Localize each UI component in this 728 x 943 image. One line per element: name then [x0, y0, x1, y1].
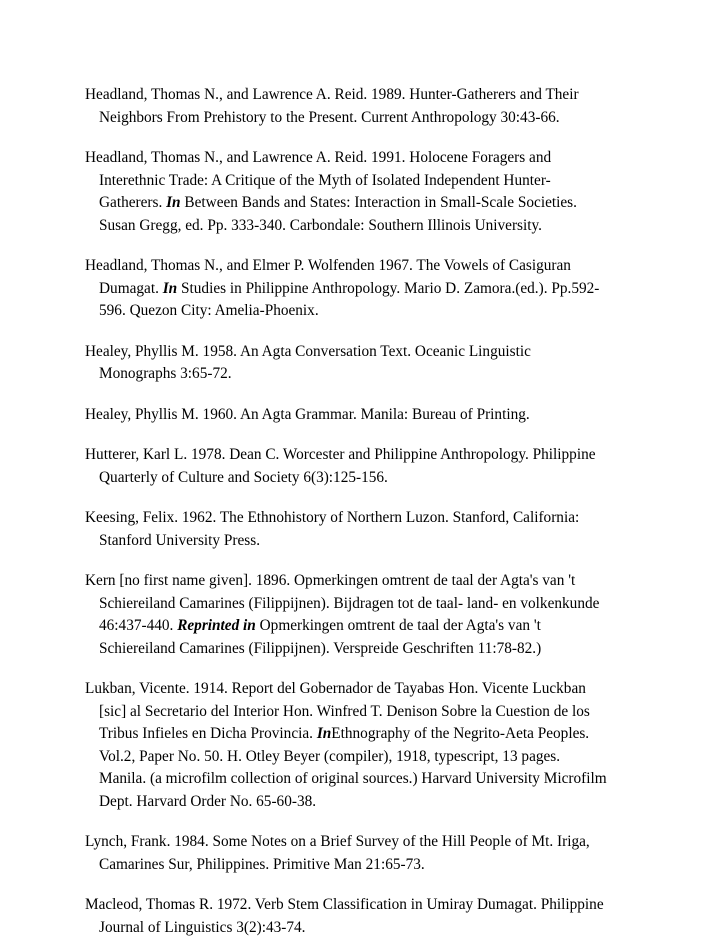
reference-entry	[85, 444, 685, 489]
reference-text: Opmerkingen omtrent de taal der Agta's van 't	[255, 617, 541, 634]
reference-line	[85, 255, 685, 278]
reference-entry	[85, 255, 685, 323]
reference-entry	[85, 831, 685, 876]
reference-text: Lynch, Frank. 1984. Some Notes on a Brief Survey of the Hill People of Mt. Iriga,	[85, 833, 590, 850]
reference-line	[85, 215, 685, 238]
reference-line	[85, 723, 685, 746]
reference-text: Camarines Sur, Philippines. Primitive Man 21:65-73.	[99, 855, 425, 873]
reference-text: Headland, Thomas N., and Elmer P. Wolfenden 1967. The Vowels of Casiguran	[85, 257, 571, 274]
reference-text: Schiereiland Camarines (Filippijnen). Verspreide Geschriften 11:78-82.)	[99, 639, 542, 657]
reference-text: Kern [no first name given]. 1896. Opmerkingen omtrent de taal der Agta's van 't	[85, 572, 576, 589]
reference-line	[85, 444, 685, 467]
reference-line	[85, 678, 685, 701]
reference-line	[85, 615, 685, 638]
reference-line	[85, 701, 685, 724]
reference-line	[85, 854, 685, 877]
reference-entry	[85, 84, 685, 129]
reference-entry	[85, 570, 685, 660]
emphasis-text: In	[166, 194, 181, 211]
reference-text: Neighbors From Prehistory to the Present. Current Anthropology 30:43-66.	[99, 108, 560, 126]
reference-line	[85, 894, 685, 917]
reference-line	[85, 363, 685, 386]
reference-text: Keesing, Felix. 1962. The Ethnohistory of Northern Luzon. Stanford, California:	[85, 509, 580, 526]
reference-line	[85, 593, 685, 616]
reference-text: Headland, Thomas N., and Lawrence A. Reid. 1989. Hunter-Gatherers and Their	[85, 86, 579, 103]
reference-entry	[85, 894, 685, 939]
reference-text: Healey, Phyllis M. 1960. An Agta Grammar. Manila: Bureau of Printing.	[85, 405, 530, 423]
reference-text: Manila. (a microfilm collection of original sources.) Harvard University Microfilm	[99, 770, 607, 787]
reference-text: Monographs 3:65-72.	[99, 365, 232, 382]
reference-line	[85, 831, 685, 854]
emphasis-text: In	[316, 725, 332, 742]
reference-text: [sic] al Secretario del Interior Hon. Winfred T. Denison Sobre la Cuestion de los	[99, 702, 590, 720]
reference-text: Healey, Phyllis M. 1958. An Agta Conversation Text. Oceanic Linguistic	[85, 342, 531, 360]
emphasis-text: In	[162, 279, 178, 297]
reference-text: Dept. Harvard Order No. 65-60-38.	[99, 792, 317, 810]
reference-text: Gatherers.	[99, 194, 167, 211]
reference-entry	[85, 678, 685, 813]
reference-line	[85, 84, 685, 107]
reference-line	[85, 170, 685, 193]
reference-entry	[85, 404, 685, 427]
reference-text: Journal of Linguistics 3(2):43-74.	[99, 918, 306, 936]
reference-text: Schiereiland Camarines (Filippijnen). Bijdragen tot de taal- land- en volkenkunde	[99, 594, 600, 612]
reference-line	[85, 507, 685, 530]
reference-text: Interethnic Trade: A Critique of the Myth of Isolated Independent Hunter-	[99, 171, 551, 189]
reference-text: Susan Gregg, ed. Pp. 333-340. Carbondale: Southern Illinois University.	[99, 216, 542, 234]
reference-text: Dumagat.	[99, 279, 163, 297]
emphasis-text: Reprinted in	[177, 617, 256, 634]
reference-text: 596. Quezon City: Amelia-Phoenix.	[99, 302, 319, 319]
reference-text: Quarterly of Culture and Society 6(3):125-156.	[99, 468, 388, 486]
reference-text: Headland, Thomas N., and Lawrence A. Reid. 1991. Holocene Foragers and	[85, 149, 552, 166]
reference-text: Hutterer, Karl L. 1978. Dean C. Worcester and Philippine Anthropology. Philippine	[85, 446, 596, 463]
reference-line	[85, 404, 685, 427]
reference-text: Stanford University Press.	[99, 531, 261, 549]
reference-line	[85, 278, 685, 301]
reference-line	[85, 341, 685, 364]
reference-text: Studies in Philippine Anthropology. Mario D. Zamora.(ed.). Pp.592-	[177, 279, 600, 297]
reference-line	[85, 107, 685, 130]
reference-text: Tribus Infieles en Dicha Provincia.	[99, 725, 317, 742]
reference-line	[85, 746, 685, 769]
reference-line	[85, 530, 685, 553]
reference-text: Lukban, Vicente. 1914. Report del Gobernador de Tayabas Hon. Vicente Luckban	[85, 680, 586, 697]
reference-entry	[85, 147, 685, 237]
reference-line	[85, 467, 685, 490]
reference-line	[85, 147, 685, 170]
reference-text: Between Bands and States: Interaction in Small-Scale Societies.	[180, 194, 577, 211]
reference-line	[85, 791, 685, 814]
reference-line	[85, 570, 685, 593]
reference-text: Vol.2, Paper No. 50. H. Otley Beyer (compiler), 1918, typescript, 13 pages.	[99, 747, 561, 765]
reference-line	[85, 768, 685, 791]
reference-line	[85, 300, 685, 323]
reference-text: 46:437-440.	[99, 617, 178, 634]
reference-line	[85, 192, 685, 215]
reference-entry	[85, 341, 685, 386]
reference-line	[85, 917, 685, 940]
reference-entry	[85, 507, 685, 552]
reference-line	[85, 638, 685, 661]
reference-text: Ethnography of the Negrito-Aeta Peoples.	[331, 725, 590, 742]
reference-list	[85, 84, 685, 939]
reference-text: Macleod, Thomas R. 1972. Verb Stem Classification in Umiray Dumagat. Philippine	[85, 896, 604, 913]
